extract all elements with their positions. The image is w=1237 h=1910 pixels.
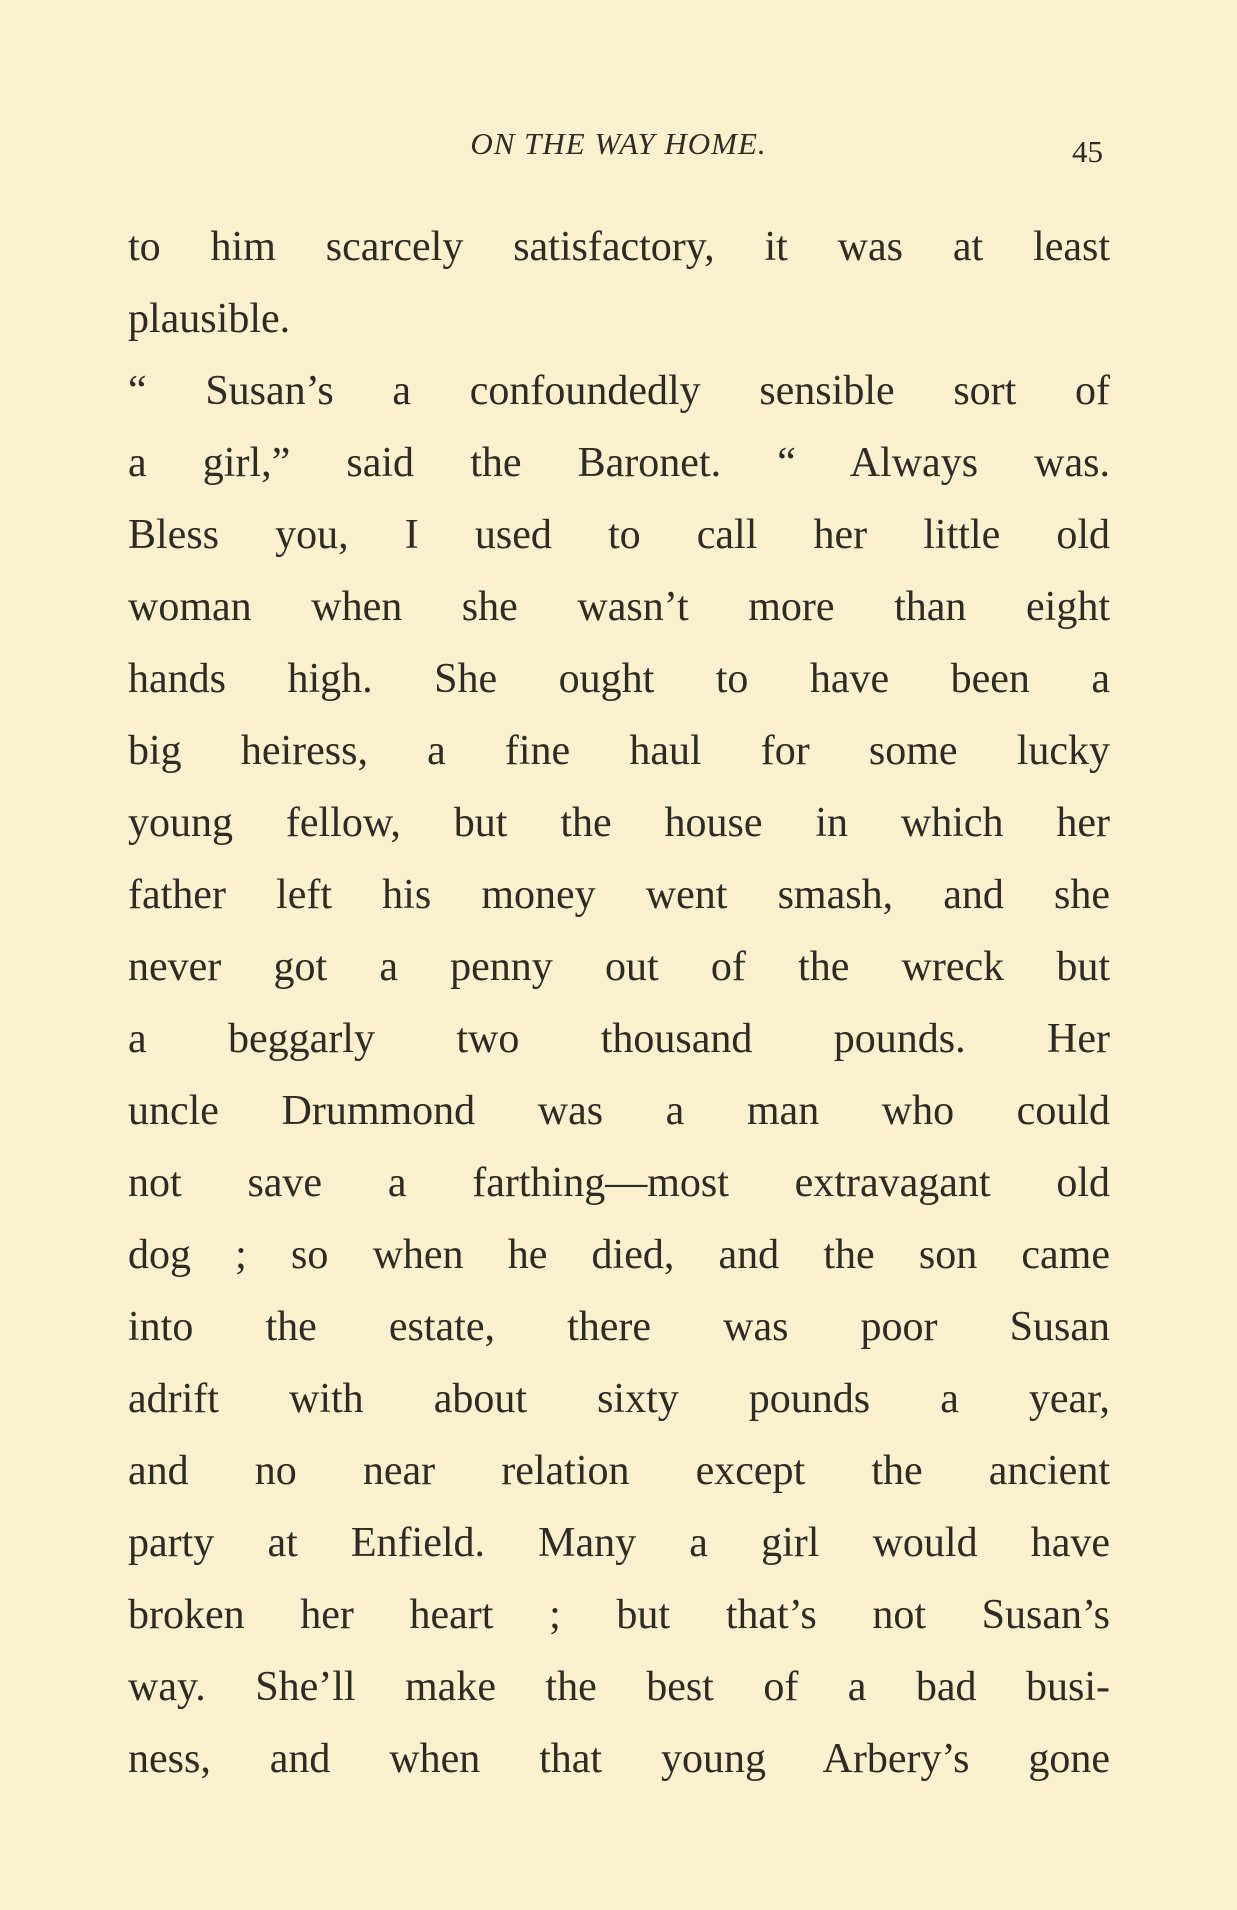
text-line: to him scarcely satisfactory, it was at least — [128, 224, 1110, 270]
page-number: 45 — [1072, 134, 1103, 169]
text-line: young fellow, but the house in which her — [128, 800, 1110, 846]
text-line: never got a penny out of the wreck but — [128, 944, 1110, 990]
text-line: party at Enfield. Many a girl would have — [128, 1520, 1110, 1566]
text-line: woman when she wasn’t more than eight — [128, 584, 1110, 630]
text-line: a beggarly two thousand pounds. Her — [128, 1016, 1110, 1062]
text-line: a girl,” said the Baronet. “ Always was. — [128, 440, 1110, 486]
text-line: into the estate, there was poor Susan — [128, 1304, 1110, 1350]
text-line: ness, and when that young Arbery’s gone — [128, 1736, 1110, 1782]
text-line: way. She’ll make the best of a bad busi- — [128, 1664, 1110, 1710]
text-line: broken her heart ; but that’s not Susan’s — [128, 1592, 1110, 1638]
body-text — [128, 211, 1110, 1795]
text-line: adrift with about sixty pounds a year, — [128, 1376, 1110, 1422]
text-line: dog ; so when he died, and the son came — [128, 1232, 1110, 1278]
text-line: plausible. — [128, 296, 291, 342]
running-title: ON THE WAY HOME. — [470, 126, 767, 161]
text-line: not save a farthing—most extravagant old — [128, 1160, 1110, 1206]
text-line: father left his money went smash, and she — [128, 872, 1110, 918]
text-line: hands high. She ought to have been a — [128, 656, 1110, 702]
text-line: big heiress, a fine haul for some lucky — [128, 728, 1110, 774]
text-line: Bless you, I used to call her little old — [128, 512, 1110, 558]
text-line: uncle Drummond was a man who could — [128, 1088, 1110, 1134]
text-line: “ Susan’s a confoundedly sensible sort of — [128, 368, 1110, 414]
running-head — [0, 126, 1237, 170]
text-line: and no near relation except the ancient — [128, 1448, 1110, 1494]
